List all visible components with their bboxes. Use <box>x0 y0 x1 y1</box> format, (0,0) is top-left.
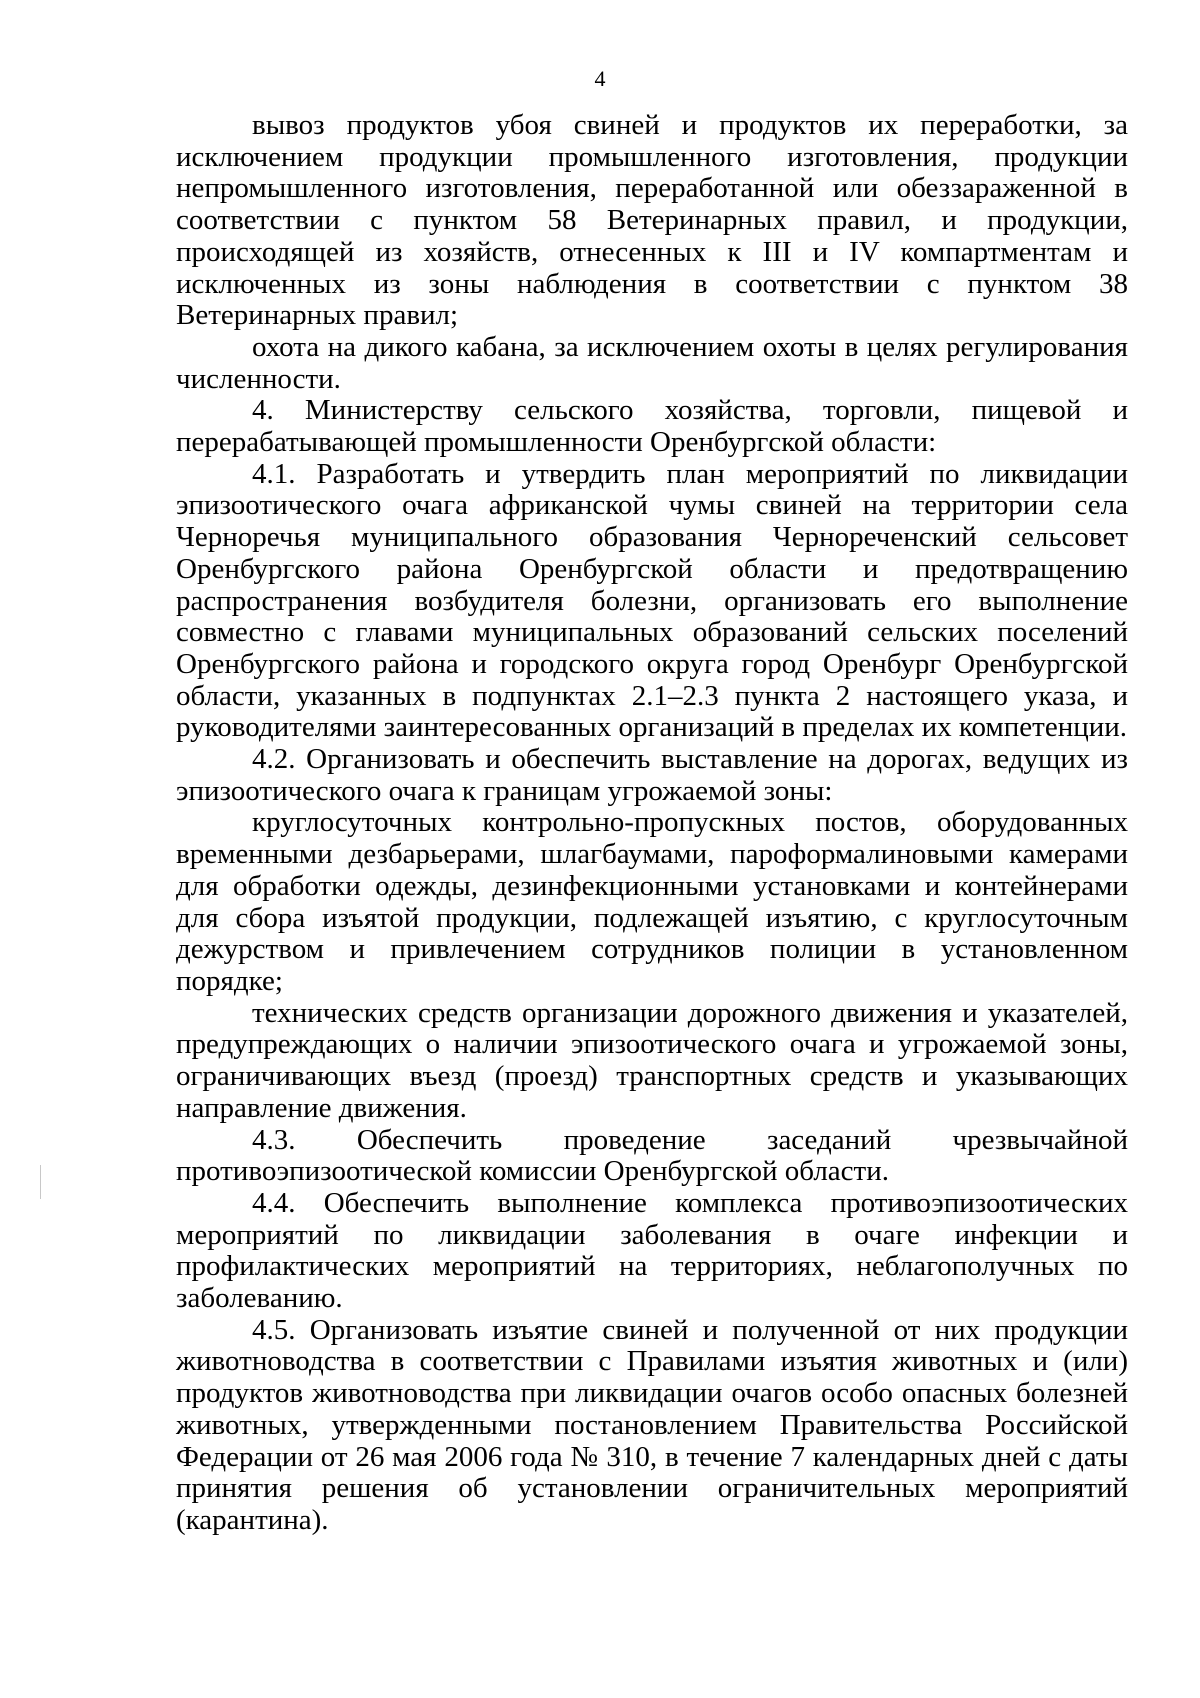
paragraph-item-4-5: 4.5. Организовать изъятие свиней и полученной от них продукции животноводства в соответствии с Правилами изъятия животных и (или) продуктов животноводства при ликвидации очагов особо опасных болезней животных, утвержденными постановлением Правительства Российской Федерации от 26 мая 2006 года № 310, в течение 7 календарных дней с даты принятия решения об установлении ограничительных мероприятий (карантина). <box>176 1313 1128 1536</box>
paragraph-item-4-1: 4.1. Разработать и утвердить план мероприятий по ликвидации эпизоотического очага африканской чумы свиней на территории села Черноречья муниципального образования Чернореченский сельсовет Оренбургского района Оренбургской области и предотвращению распространения возбудителя болезни, организовать его выполнение совместно с главами муниципальных образований сельских поселений Оренбургского района и городского округа город Оренбург Оренбургской области, указанных в подпунктах 2.1–2.3 пункта 2 настоящего указа, и руководителями заинтересованных организаций в пределах их компетенции. <box>176 457 1128 744</box>
paragraph-item-4-3: 4.3. Обеспечить проведение заседаний чрезвычайной противоэпизоотической комиссии Оренбургской области. <box>176 1123 1128 1188</box>
paragraph-traffic-means: технических средств организации дорожного движения и указателей, предупреждающих о наличии эпизоотического очага и угрожаемой зоны, ограничивающих въезд (проезд) транспортных средств и указывающих направление движения. <box>176 996 1128 1124</box>
scan-edge-mark <box>40 1165 41 1199</box>
document-body <box>176 110 1128 1537</box>
paragraph-item-4: 4. Министерству сельского хозяйства, торговли, пищевой и перерабатывающей промышленности Оренбургской области: <box>176 394 1128 459</box>
paragraph-boar-hunting: охота на дикого кабана, за исключением охоты в целях регулирования численности. <box>176 330 1128 395</box>
paragraph-checkpoints: круглосуточных контрольно-пропускных постов, оборудованных временными дезбарьерами, шлагбаумами, пароформалиновыми камерами для обработки одежды, дезинфекционными установками и контейнерами для сбора изъятой продукции, подлежащей изъятию, с круглосуточным дежурством и привлечением сотрудников полиции в установленном порядке; <box>176 806 1128 997</box>
paragraph-item-4-2: 4.2. Организовать и обеспечить выставление на дорогах, ведущих из эпизоотического очага к границам угрожаемой зоны: <box>176 743 1128 807</box>
page-number: 4 <box>594 66 606 91</box>
paragraph-item-4-4: 4.4. Обеспечить выполнение комплекса противоэпизоотических мероприятий по ликвидации заболевания в очаге инфекции и профилактических мероприятий на территориях, неблагополучных по заболеванию. <box>176 1186 1128 1315</box>
paragraph-pig-products-removal: вывоз продуктов убоя свиней и продуктов их переработки, за исключением продукции промышленного изготовления, продукции непромышленного изготовления, переработанной или обеззараженной в соответствии с пунктом 58 Ветеринарных правил, и продукции, происходящей из хозяйств, отнесенных к III и IV компартментам и исключенных из зоны наблюдения в соответствии с пунктом 38 Ветеринарных правил; <box>176 109 1128 332</box>
